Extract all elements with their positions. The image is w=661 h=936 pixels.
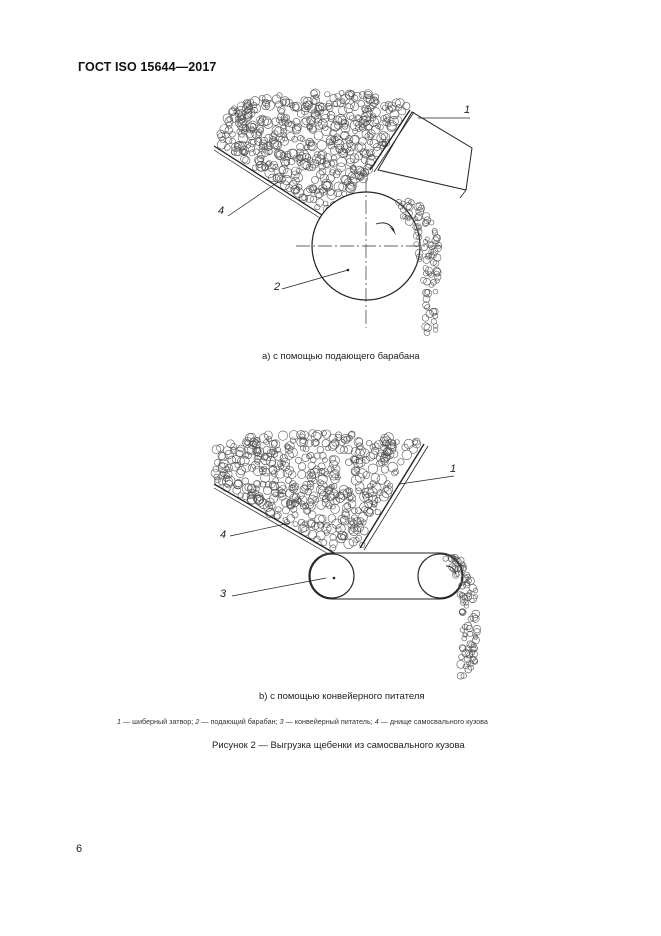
figure-title: Рисунок 2 — Выгрузка щебенки из самосвального кузова [212,740,465,751]
document-header: ГОСТ ISO 15644—2017 [78,60,217,74]
conveyor-feeder [309,553,463,599]
gravel-pile-b [211,430,421,552]
page-number: 6 [76,843,83,855]
callout-2-a: 2 [274,281,281,293]
callout-3-b: 3 [220,588,227,600]
figure-legend: 1 — шиберный затвор; 2 — подающий барабан; 3 — конвейерный питатель; 4 — днище самосвального кузова [117,717,488,726]
figure-b-caption: b) с помощью конвейерного питателя [259,691,425,702]
callout-1-a: 1 [464,104,471,116]
callout-4-b: 4 [220,529,227,541]
figure-a-caption: a) с помощью подающего барабана [262,351,420,362]
callout-1-b: 1 [450,463,457,475]
callout-4-a: 4 [218,205,225,217]
